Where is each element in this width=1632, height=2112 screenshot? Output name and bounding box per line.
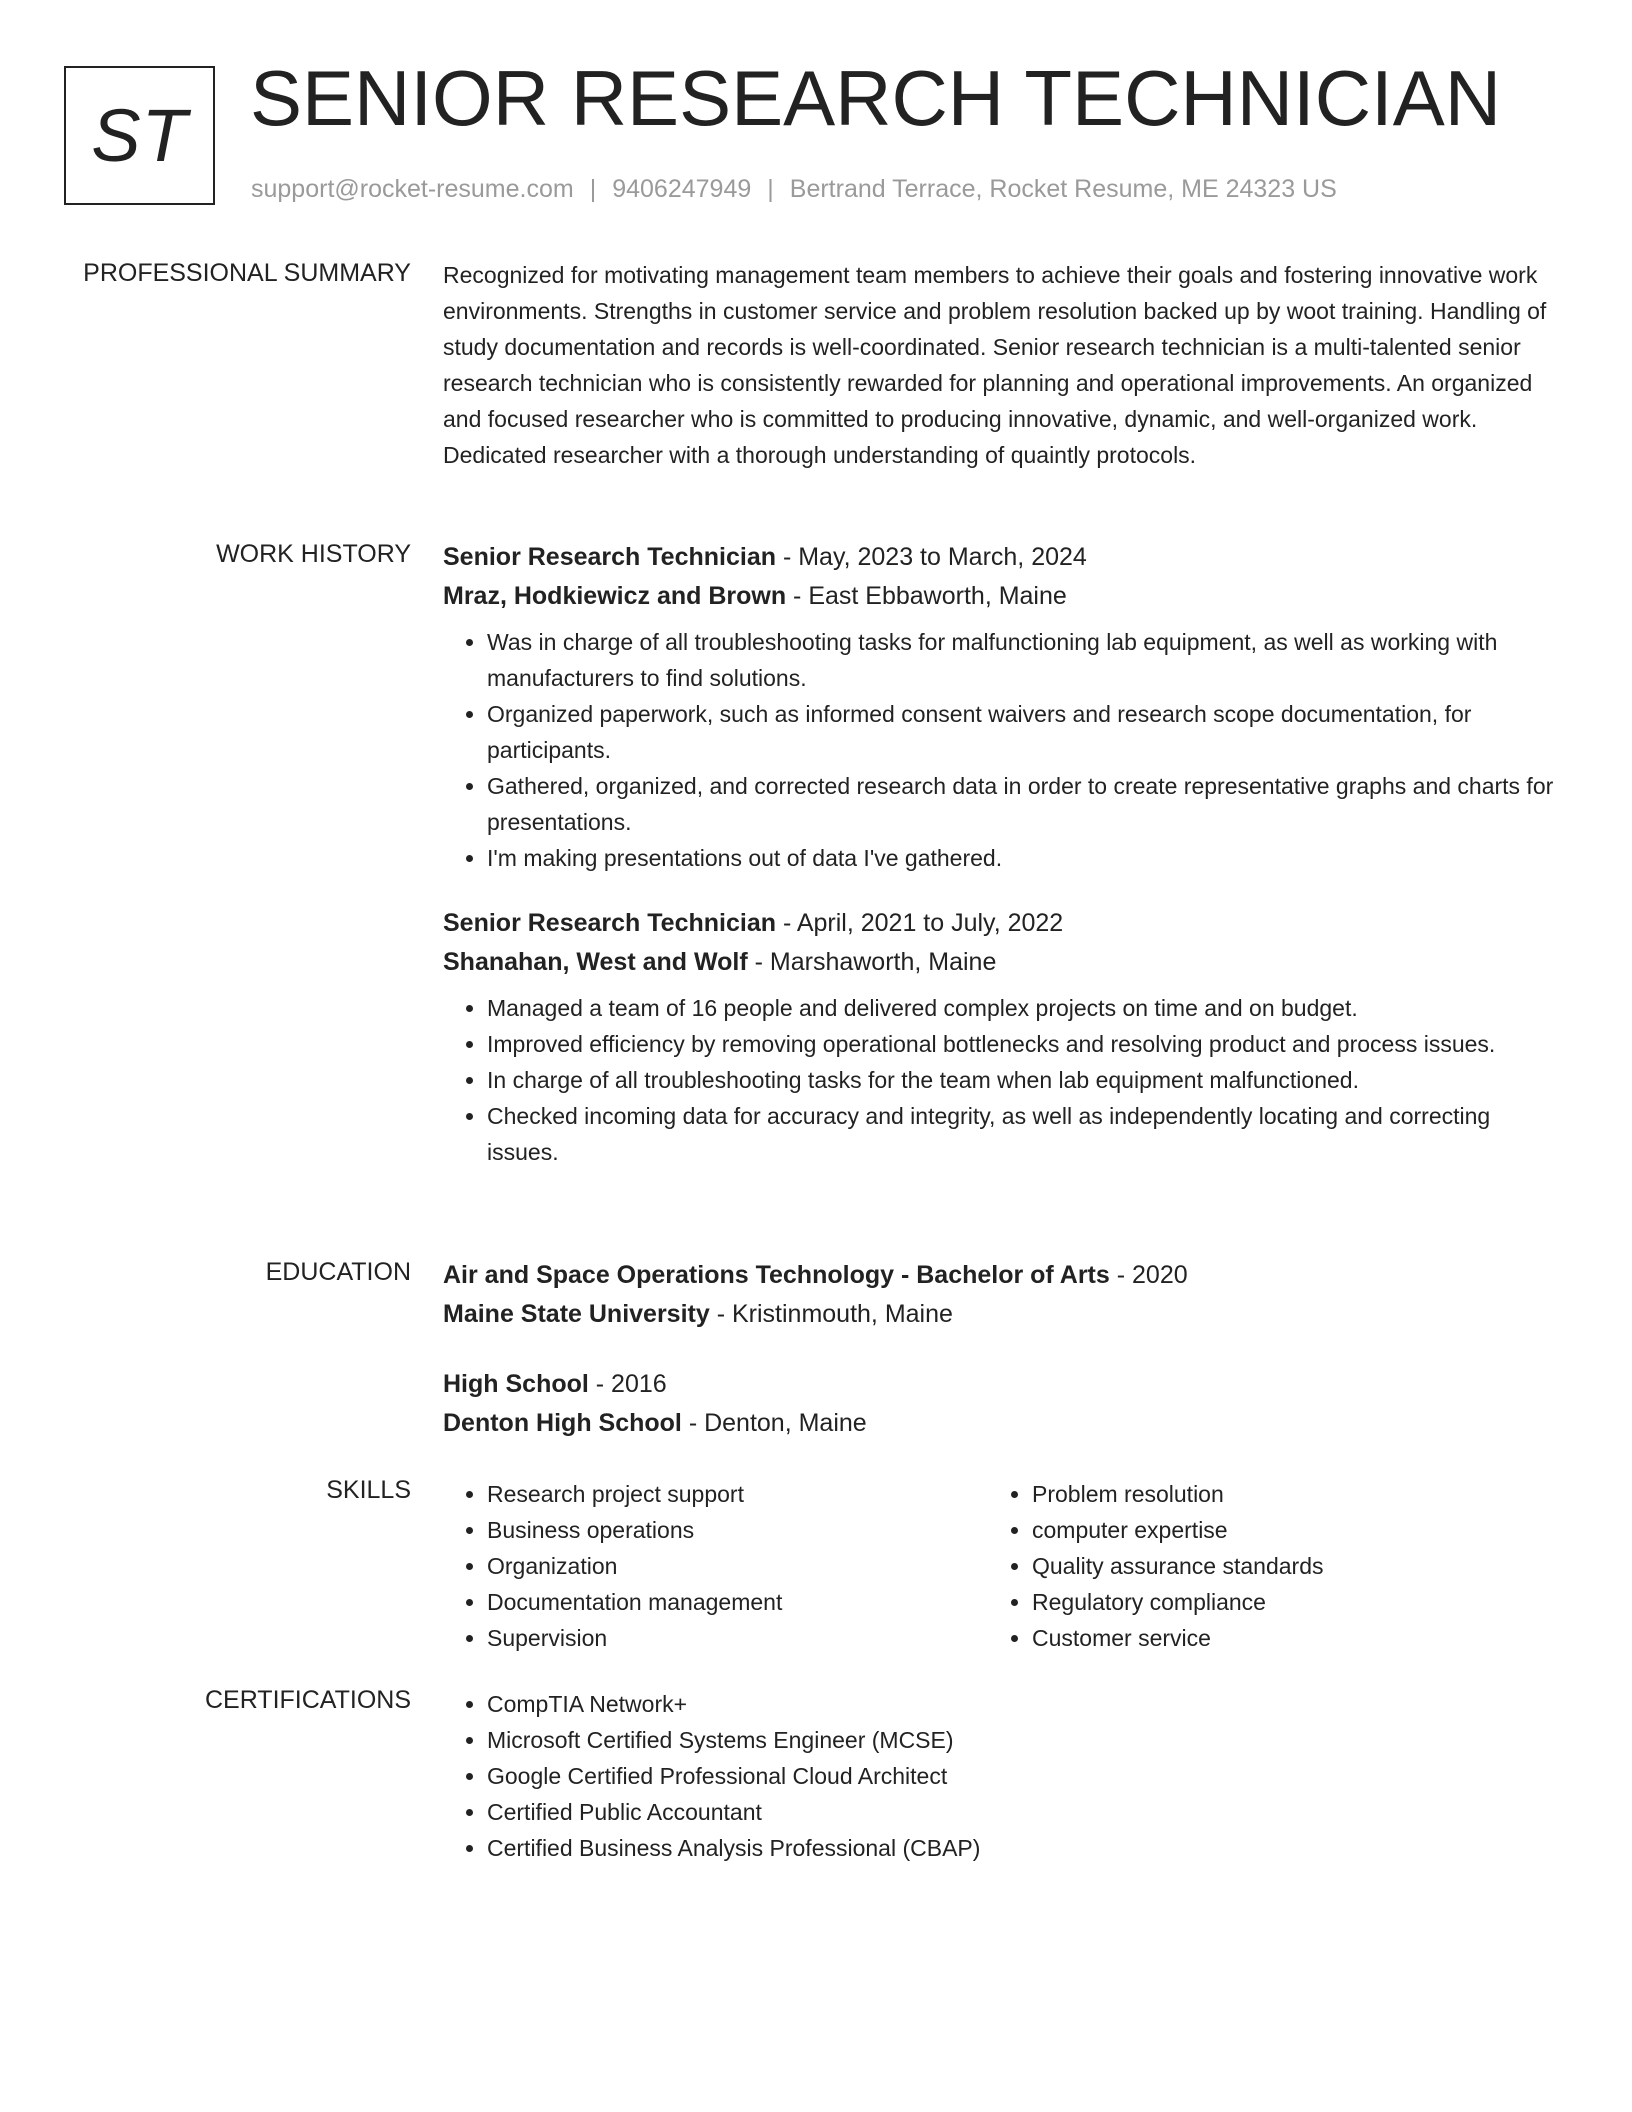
skills-body: [443, 1476, 1558, 1656]
job-bullets: [443, 624, 1558, 876]
education-degree: Air and Space Operations Technology - Bachelor of Arts: [443, 1261, 1110, 1289]
skills-column-left: [443, 1476, 988, 1656]
section-label-education: EDUCATION: [265, 1258, 411, 1286]
job-bullet: • In charge of all troubleshooting tasks for the team when lab equipment malfunctioned.: [487, 1062, 1558, 1098]
contact-email: support@rocket-resume.com: [251, 175, 574, 203]
skill-item: • Regulatory compliance: [1032, 1584, 1533, 1620]
employer-location: - East Ebbaworth, Maine: [786, 582, 1067, 610]
work-history-body: [443, 538, 1558, 1198]
job-bullet: • Checked incoming data for accuracy and integrity, as well as independently locating and correcting issues.: [487, 1098, 1558, 1170]
section-label-work-history: WORK HISTORY: [216, 540, 411, 568]
education-school: Maine State University: [443, 1300, 710, 1328]
job-title: Senior Research Technician: [443, 543, 776, 571]
certifications-list: [443, 1686, 1558, 1866]
job-entry: [443, 904, 1558, 1170]
skill-item: • Quality assurance standards: [1032, 1548, 1533, 1584]
skills-list-right: [988, 1476, 1533, 1656]
monogram-logo: [64, 66, 215, 205]
summary-body: [443, 257, 1558, 473]
education-year: - 2016: [588, 1370, 667, 1398]
skills-list-left: [443, 1476, 988, 1656]
skills-columns: [443, 1476, 1558, 1656]
job-title: Senior Research Technician: [443, 909, 776, 937]
resume-title: SENIOR RESEARCH TECHNICIAN: [250, 54, 1502, 142]
skill-item: • Research project support: [487, 1476, 988, 1512]
job-dates: - May, 2023 to March, 2024: [776, 543, 1087, 571]
job-bullet: • Organized paperwork, such as informed consent waivers and research scope documentation, for participants.: [487, 696, 1558, 768]
job-title-line: [443, 904, 1558, 943]
job-dates: - April, 2021 to July, 2022: [776, 909, 1064, 937]
employer-location: - Marshaworth, Maine: [747, 948, 997, 976]
job-entry: [443, 538, 1558, 876]
employer-line: [443, 577, 1558, 616]
job-bullet: • Was in charge of all troubleshooting tasks for malfunctioning lab equipment, as well as working with manufacturers to find solutions.: [487, 624, 1558, 696]
certification-item: • Certified Public Accountant: [487, 1794, 1558, 1830]
summary-text: Recognized for motivating management team members to achieve their goals and fostering innovative work environments. Strengths in customer service and problem resolution backed up by woot training. Handling of study documentation and records is well-coordinated. Senior research technician is a multi-talented senior research technician who is consistently rewarded for planning and operational improvements. An organized and focused researcher who is committed to producing innovative, dynamic, and well-organized work. Dedicated researcher with a thorough understanding of quaintly protocols.: [443, 262, 1547, 468]
job-bullet: • Improved efficiency by removing operational bottlenecks and resolving product and process issues.: [487, 1026, 1558, 1062]
employer-name: Mraz, Hodkiewicz and Brown: [443, 582, 787, 610]
job-title-line: [443, 538, 1558, 577]
section-label-summary: PROFESSIONAL SUMMARY: [83, 259, 411, 287]
contact-line: [251, 175, 1337, 204]
education-year: - 2020: [1109, 1261, 1188, 1289]
skill-item: • Organization: [487, 1548, 988, 1584]
job-bullet: • Gathered, organized, and corrected research data in order to create representative graphs and charts for presentations.: [487, 768, 1558, 840]
certifications-body: [443, 1686, 1558, 1866]
job-bullets: [443, 990, 1558, 1170]
job-bullet: • I'm making presentations out of data I've gathered.: [487, 840, 1558, 876]
certification-item: • CompTIA Network+: [487, 1686, 1558, 1722]
education-school: Denton High School: [443, 1409, 682, 1437]
education-body: [443, 1256, 1558, 1474]
education-school-line: [443, 1404, 1558, 1443]
contact-separator: |: [589, 175, 597, 203]
skill-item: • Problem resolution: [1032, 1476, 1533, 1512]
certification-item: • Google Certified Professional Cloud Architect: [487, 1758, 1558, 1794]
skill-item: • Business operations: [487, 1512, 988, 1548]
contact-phone: 9406247949: [612, 175, 752, 203]
skill-item: • Supervision: [487, 1620, 988, 1656]
certification-item: • Microsoft Certified Systems Engineer (MCSE): [487, 1722, 1558, 1758]
contact-address: Bertrand Terrace, Rocket Resume, ME 24323 US: [789, 175, 1337, 203]
education-location: - Kristinmouth, Maine: [709, 1300, 953, 1328]
skill-item: • computer expertise: [1032, 1512, 1533, 1548]
section-label-certifications: CERTIFICATIONS: [204, 1686, 411, 1714]
certification-item: • Certified Business Analysis Professional (CBAP): [487, 1830, 1558, 1866]
skill-item: • Customer service: [1032, 1620, 1533, 1656]
education-degree: High School: [443, 1370, 589, 1398]
section-label-skills: SKILLS: [326, 1476, 411, 1504]
skill-item: • Documentation management: [487, 1584, 988, 1620]
job-bullet: • Managed a team of 16 people and delivered complex projects on time and on budget.: [487, 990, 1558, 1026]
education-degree-line: [443, 1256, 1558, 1295]
contact-separator: |: [767, 175, 774, 203]
education-school-line: [443, 1295, 1558, 1334]
education-location: - Denton, Maine: [681, 1409, 867, 1437]
employer-name: Shanahan, West and Wolf: [443, 948, 748, 976]
education-degree-line: [443, 1365, 1558, 1404]
employer-line: [443, 943, 1558, 982]
education-entry: [443, 1256, 1558, 1334]
education-entry: [443, 1365, 1558, 1443]
monogram-initials: ST: [91, 93, 188, 177]
skills-column-right: [988, 1476, 1533, 1656]
